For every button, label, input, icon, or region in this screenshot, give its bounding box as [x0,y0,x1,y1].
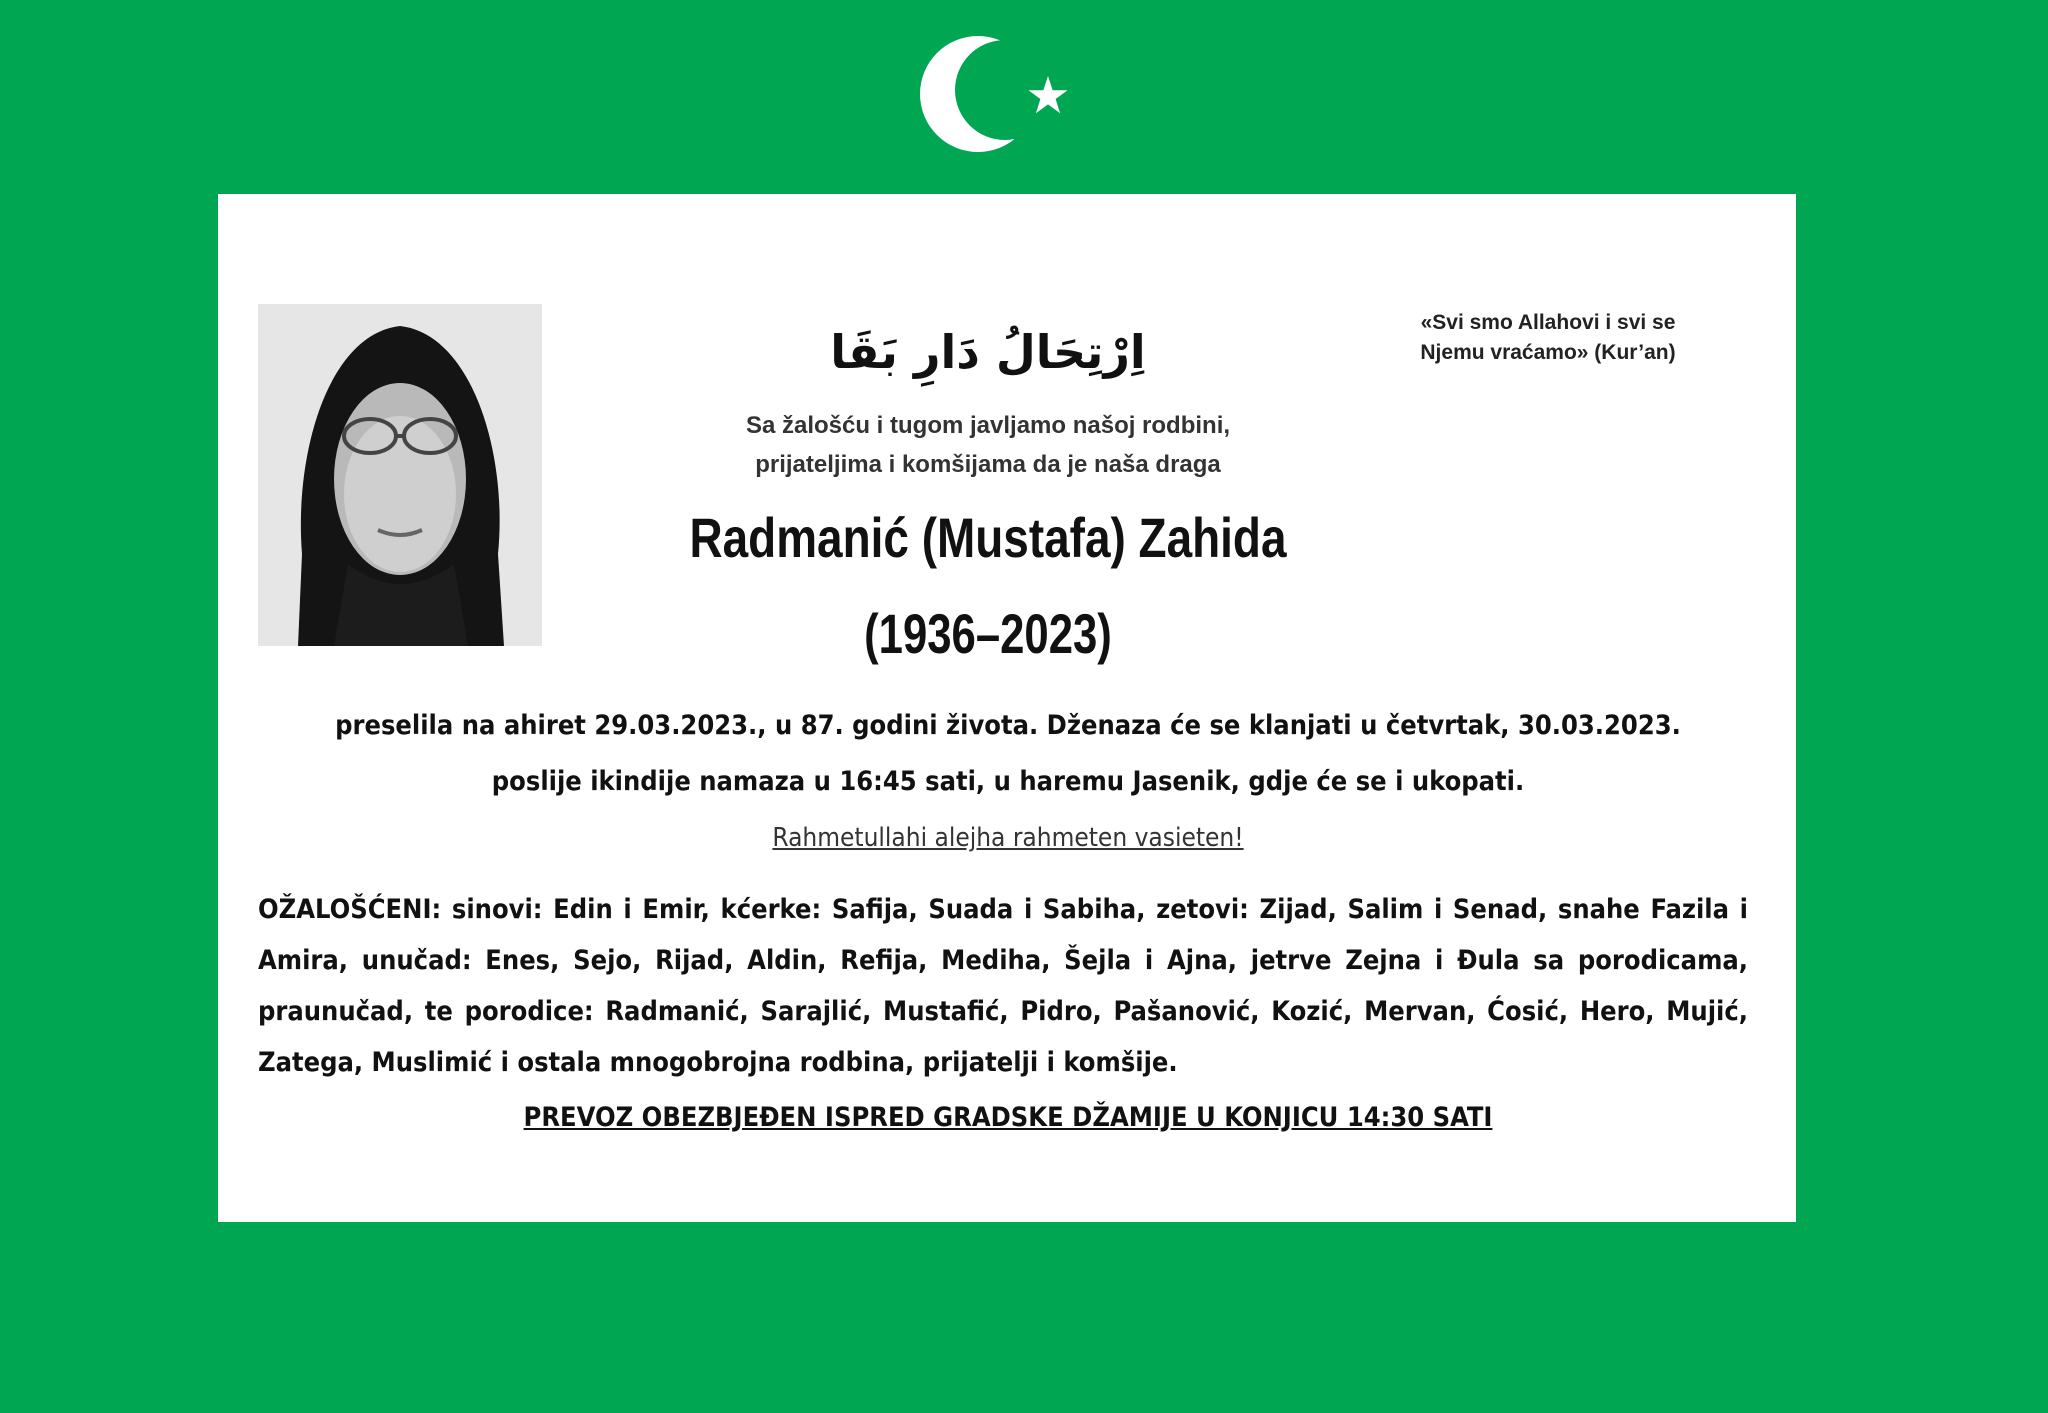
arabic-calligraphy [830,302,1146,398]
mourners-paragraph: OŽALOŠĆENI: sinovi: Edin i Emir, kćerke: Safija, Suada i Sabiha, zetovi: Zijad, Salim i Senad, snahe Fazila i Amira, unučad: Enes, Sejo, Rijad, Aldin, Refija, Mediha, Šejla i Ajna, jetrve Zejna i Đula sa porodicama, praunučad, te porodice: Radmanić, Sarajlić, Mustafić, Pidro, Pašanović, Kozić, Mervan, Ćosić, Hero, Mujić, Zatega, Muslimić i ostala mnogobrojna rodbina, prijatelji i komšije. [258,894,1748,1078]
quran-quote [1358,308,1738,368]
quote-line-1: «Svi smo Allahovi i svi se [1420,311,1676,334]
intro-line-2: prijateljima i komšijama da je naša draga [755,451,1221,478]
death-announcement [258,698,1758,810]
deceased-years: (1936–2023) [864,602,1112,665]
arabic-heading-text: اِرْتِحَالُ دَارِ بَقَا [830,325,1146,379]
deceased-name: Radmanić (Mustafa) Zahida [689,506,1287,569]
quote-line-2: Njemu vraćamo» (Kur’an) [1420,341,1676,364]
intro-text [638,406,1338,484]
transport-text: PREVOZ OBEZBJEĐEN ISPRED GRADSKE DŽAMIJE U KONJICU 14:30 SATI [523,1102,1493,1133]
prayer-line [258,818,1758,858]
deceased-portrait [258,304,542,646]
intro-line-1: Sa žalošću i tugom javljamo našoj rodbini, [745,412,1231,439]
prayer-text: Rahmetullahi alejha rahmeten vasieten! [772,823,1244,853]
announcement-line-2: poslije ikindije namaza u 16:45 sati, u haremu Jasenik, gdje će se i ukopati. [491,766,1525,797]
crescent-star-icon [918,28,1078,158]
transport-notice [258,1098,1758,1138]
announcement-line-1: preselila na ahiret 29.03.2023., u 87. godini života. Dženaza će se klanjati u četvrtak, 30.03.2023. [335,710,1681,741]
obituary-card [218,194,1796,1222]
